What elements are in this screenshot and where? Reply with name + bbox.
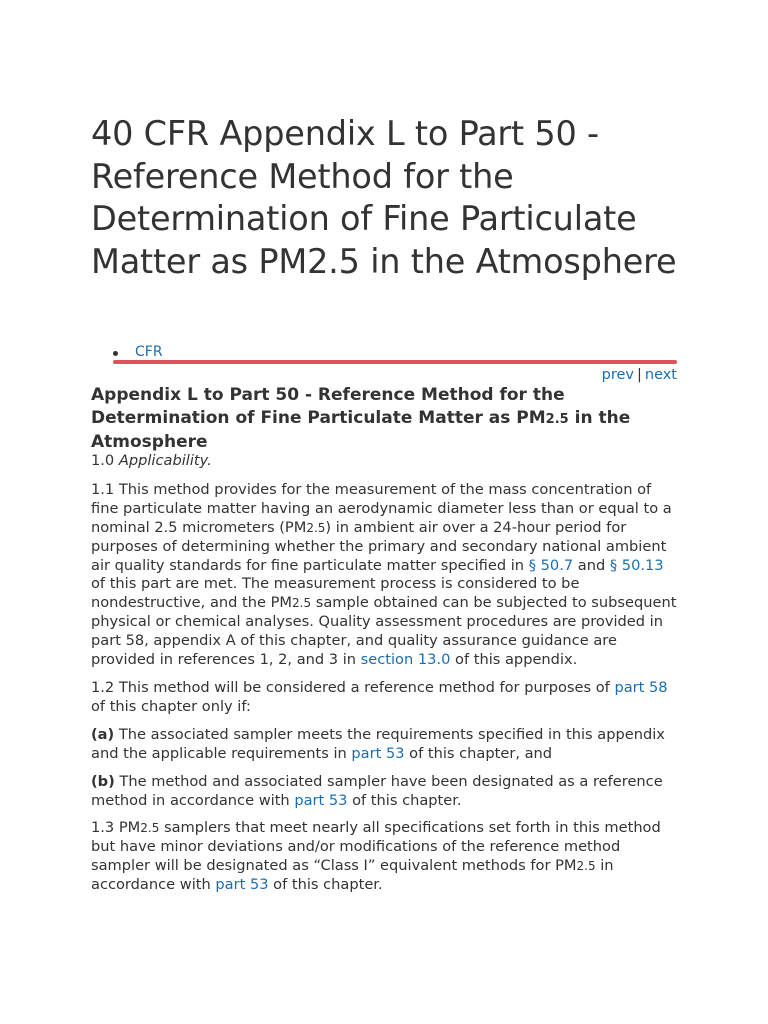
text: of this chapter only if: — [91, 697, 251, 715]
paragraph-a — [91, 726, 681, 764]
link-part-53[interactable]: part 53 — [215, 876, 269, 894]
section-title: Applicability. — [118, 452, 212, 469]
paragraph-b — [91, 773, 681, 811]
link-part-53[interactable]: part 53 — [351, 744, 405, 762]
pager — [602, 366, 677, 384]
subscript: 2.5 — [140, 821, 160, 836]
text: of this chapter. — [268, 876, 383, 894]
subscript: 2.5 — [306, 520, 326, 535]
paragraph-1-3 — [91, 819, 681, 895]
text: in accordance with — [91, 857, 614, 894]
link-part-58[interactable]: part 58 — [614, 678, 668, 696]
heading-text: Appendix L to Part 50 - Reference Method for the Determination of Fine Particulate Matter as PM — [91, 385, 565, 428]
page-title: 40 CFR Appendix L to Part 50 - Reference Method for the Determination of Fine Particulate Matter as PM2.5 in the Atmosphere — [91, 114, 677, 281]
paragraph-1-1 — [91, 481, 681, 670]
link-part-53[interactable]: part 53 — [294, 791, 348, 809]
section-applicability — [91, 452, 681, 471]
link-50-7[interactable]: § 50.7 — [528, 556, 574, 574]
text: and — [573, 556, 610, 574]
text: of this part are met. The measurement process is considered to be nondestructive, and the PM — [91, 575, 580, 612]
text: 1.3 PM — [91, 819, 141, 837]
text: sample obtained can be subjected to subsequent physical or chemical analyses. Quality assessment procedures are provided in part 58, appendix A of this chapter, and quality assurance guidance are provided in references 1, 2, and 3 in — [91, 594, 677, 669]
link-section-13[interactable]: section 13.0 — [360, 651, 451, 669]
text: ) in ambient air over a 24-hour period for purposes of determining whether the primary and secondary national ambient air quality standards for fine particulate matter specified in — [91, 518, 667, 574]
text: The method and associated sampler have been designated as a reference method in accordance with — [91, 772, 663, 809]
text: of this chapter. — [347, 791, 462, 809]
text: 1.2 This method will be considered a reference method for purposes of — [91, 678, 615, 696]
next-link[interactable]: next — [644, 367, 677, 383]
pager-separator: | — [636, 367, 642, 383]
heading-subscript: 2.5 — [545, 411, 569, 427]
text: samplers that meet nearly all specifications set forth in this method but have minor deviations and/or modifications of the reference method sampler will be designated as “Class I” equivalent methods for PM — [91, 819, 661, 875]
breadcrumb — [91, 343, 677, 361]
text: The associated sampler meets the requirements specified in this appendix and the applicable requirements in — [91, 725, 665, 762]
divider-line — [113, 360, 677, 364]
text: of this appendix. — [450, 651, 578, 669]
document-body — [91, 452, 681, 904]
link-50-13[interactable]: § 50.13 — [609, 556, 664, 574]
text: of this chapter, and — [404, 744, 553, 762]
paragraph-1-2 — [91, 679, 681, 717]
text: 1.1 This method provides for the measurement of the mass concentration of fine particulate matter having an aerodynamic diameter less than or equal to a nominal 2.5 micrometers (PM — [91, 480, 672, 536]
section-number: 1.0 — [91, 452, 119, 469]
breadcrumb-link-cfr[interactable]: CFR — [135, 344, 163, 360]
subscript: 2.5 — [292, 596, 312, 611]
heading-text-end: in the Atmosphere — [91, 407, 631, 452]
subscript: 2.5 — [576, 859, 596, 874]
breadcrumb-item — [91, 343, 677, 361]
prev-link[interactable]: prev — [601, 367, 634, 383]
item-label-b: (b) — [91, 772, 115, 790]
item-label-a: (a) — [91, 725, 115, 743]
section-heading — [91, 384, 681, 454]
